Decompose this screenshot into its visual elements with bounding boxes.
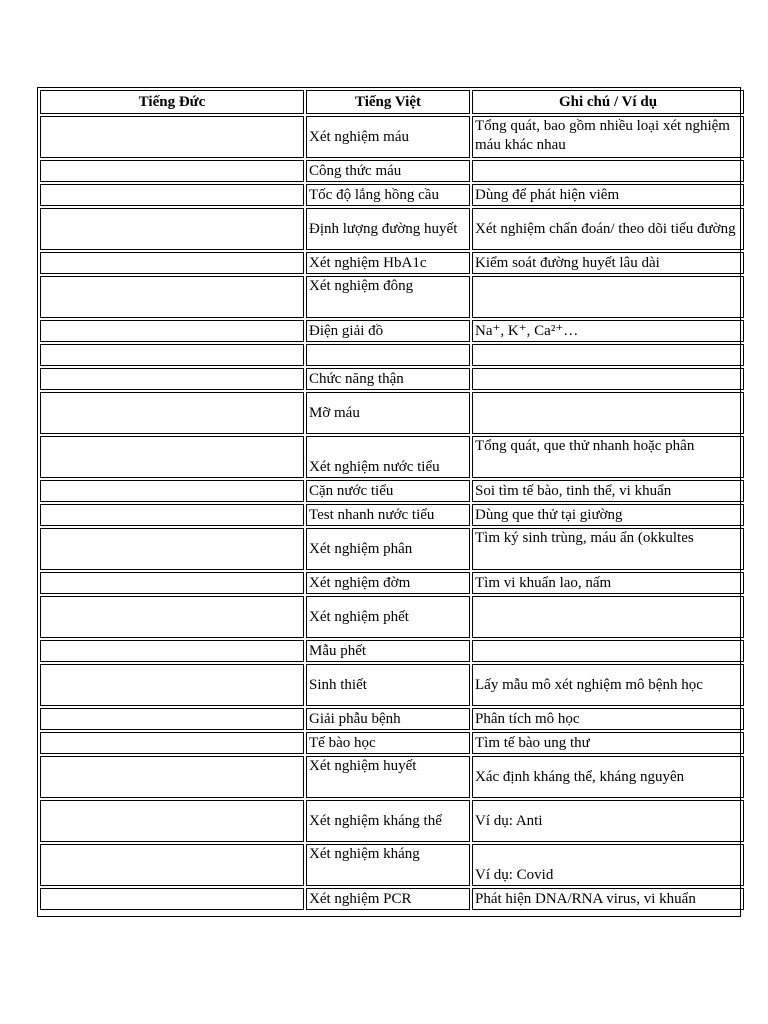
cell-german: [40, 756, 304, 798]
table-row: [40, 732, 744, 754]
table-row: [40, 368, 744, 390]
table-row: [40, 504, 744, 526]
cell-notes: Lấy mẫu mô xét nghiệm mô bệnh học: [472, 664, 744, 706]
cell-notes: Xác định kháng thể, kháng nguyên: [472, 756, 744, 798]
cell-german: [40, 208, 304, 250]
cell-vietnamese: Giải phẫu bệnh: [306, 708, 470, 730]
table-row: [40, 596, 744, 638]
cell-vietnamese: Chức năng thận: [306, 368, 470, 390]
cell-notes: Ví dụ: Anti: [472, 800, 744, 842]
cell-german: [40, 504, 304, 526]
table-row: [40, 800, 744, 842]
cell-notes: Kiểm soát đường huyết lâu dài: [472, 252, 744, 274]
cell-german: [40, 320, 304, 342]
cell-notes: Na⁺, K⁺, Ca²⁺…: [472, 320, 744, 342]
cell-notes: [472, 596, 744, 638]
cell-german: [40, 844, 304, 886]
cell-vietnamese: Tốc độ lắng hồng cầu: [306, 184, 470, 206]
table-row: [40, 436, 744, 478]
table-row: [40, 844, 744, 886]
cell-german: [40, 708, 304, 730]
table-row: [40, 392, 744, 434]
cell-vietnamese: Công thức máu: [306, 160, 470, 182]
cell-notes: Soi tìm tế bào, tinh thể, vi khuẩn: [472, 480, 744, 502]
table-row: [40, 664, 744, 706]
cell-notes: Tìm tế bào ung thư: [472, 732, 744, 754]
header-notes: Ghi chú / Ví dụ: [472, 90, 744, 114]
cell-notes: Tìm vi khuẩn lao, nấm: [472, 572, 744, 594]
cell-notes: [472, 344, 744, 366]
cell-german: [40, 732, 304, 754]
cell-vietnamese: Xét nghiệm phết: [306, 596, 470, 638]
table-row: [40, 320, 744, 342]
cell-notes: [472, 640, 744, 662]
cell-vietnamese: Xét nghiệm máu: [306, 116, 470, 158]
table-row: [40, 344, 744, 366]
table-row: [40, 276, 744, 318]
cell-vietnamese: Sinh thiết: [306, 664, 470, 706]
cell-german: [40, 276, 304, 318]
cell-german: [40, 888, 304, 910]
header-german: Tiếng Đức: [40, 90, 304, 114]
table-row: [40, 640, 744, 662]
header-vietnamese: Tiếng Việt: [306, 90, 470, 114]
cell-vietnamese: Xét nghiệm đờm: [306, 572, 470, 594]
cell-vietnamese: Điện giải đồ: [306, 320, 470, 342]
cell-vietnamese: Xét nghiệm huyết: [306, 756, 470, 798]
cell-german: [40, 116, 304, 158]
cell-german: [40, 528, 304, 570]
table-row: [40, 708, 744, 730]
cell-german: [40, 436, 304, 478]
cell-german: [40, 572, 304, 594]
table-header-row: [40, 90, 744, 114]
cell-notes: Phân tích mô học: [472, 708, 744, 730]
vocabulary-table: [38, 88, 746, 912]
cell-notes: Dùng que thử tại giường: [472, 504, 744, 526]
cell-german: [40, 596, 304, 638]
cell-notes: Phát hiện DNA/RNA virus, vi khuẩn: [472, 888, 744, 910]
cell-notes: Tìm ký sinh trùng, máu ẩn (okkultes: [472, 528, 744, 570]
table-row: [40, 252, 744, 274]
cell-german: [40, 184, 304, 206]
cell-german: [40, 640, 304, 662]
cell-notes: Dùng để phát hiện viêm: [472, 184, 744, 206]
cell-vietnamese: [306, 344, 470, 366]
table-row: [40, 528, 744, 570]
cell-german: [40, 664, 304, 706]
cell-vietnamese: Xét nghiệm đông: [306, 276, 470, 318]
cell-vietnamese: Xét nghiệm nước tiểu: [306, 436, 470, 478]
cell-notes: [472, 160, 744, 182]
table-row: [40, 888, 744, 910]
cell-german: [40, 252, 304, 274]
cell-vietnamese: Xét nghiệm PCR: [306, 888, 470, 910]
cell-vietnamese: Định lượng đường huyết: [306, 208, 470, 250]
cell-vietnamese: Xét nghiệm phân: [306, 528, 470, 570]
table-row: [40, 572, 744, 594]
cell-vietnamese: Xét nghiệm kháng thể: [306, 800, 470, 842]
cell-notes: [472, 276, 744, 318]
table-row: [40, 184, 744, 206]
cell-notes: Tổng quát, que thử nhanh hoặc phân: [472, 436, 744, 478]
cell-german: [40, 480, 304, 502]
cell-vietnamese: Xét nghiệm HbA1c: [306, 252, 470, 274]
table-row: [40, 116, 744, 158]
cell-notes: Ví dụ: Covid: [472, 844, 744, 886]
table-row: [40, 208, 744, 250]
table-row: [40, 160, 744, 182]
cell-vietnamese: Cặn nước tiểu: [306, 480, 470, 502]
cell-notes: Xét nghiệm chẩn đoán/ theo dõi tiểu đường: [472, 208, 744, 250]
cell-german: [40, 368, 304, 390]
cell-notes: [472, 368, 744, 390]
cell-vietnamese: Tế bào học: [306, 732, 470, 754]
cell-notes: [472, 392, 744, 434]
cell-vietnamese: Mẫu phết: [306, 640, 470, 662]
cell-vietnamese: Xét nghiệm kháng: [306, 844, 470, 886]
table-row: [40, 756, 744, 798]
table-row: [40, 480, 744, 502]
cell-german: [40, 392, 304, 434]
cell-german: [40, 344, 304, 366]
cell-notes: Tổng quát, bao gồm nhiều loại xét nghiệm máu khác nhau: [472, 116, 744, 158]
cell-vietnamese: Mỡ máu: [306, 392, 470, 434]
cell-vietnamese: Test nhanh nước tiểu: [306, 504, 470, 526]
cell-german: [40, 800, 304, 842]
cell-german: [40, 160, 304, 182]
